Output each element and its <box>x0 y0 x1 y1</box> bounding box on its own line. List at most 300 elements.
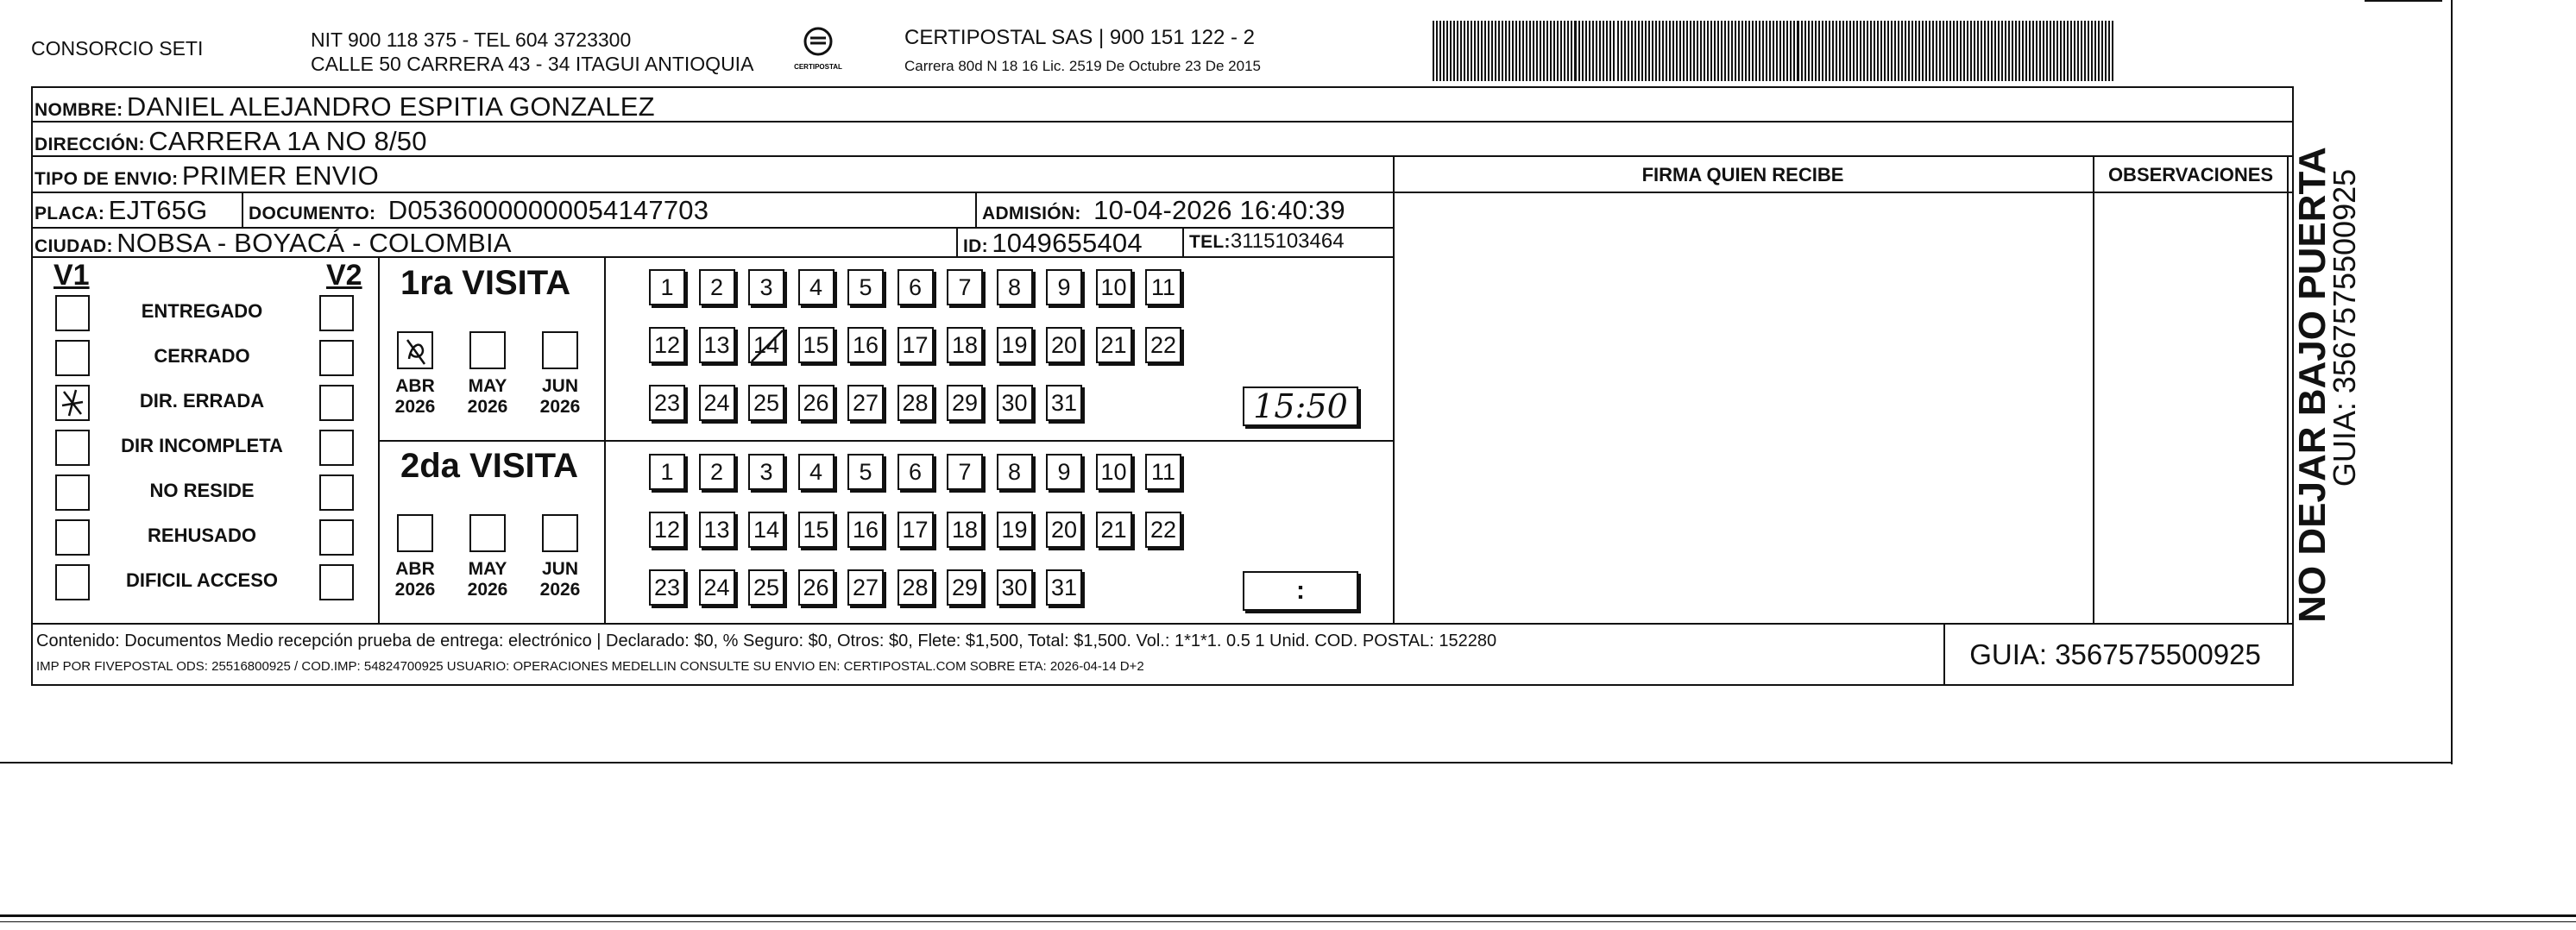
barcode-bar <box>1683 21 1685 81</box>
day-number: 10 <box>1100 458 1127 485</box>
barcode-bar <box>1536 21 1538 81</box>
day-checkbox[interactable] <box>1145 269 1181 305</box>
barcode-bar <box>1526 21 1527 81</box>
barcode-bar <box>2019 21 2020 81</box>
month-name: ABR <box>395 376 435 396</box>
guia-box: GUIA: 3567575500925 <box>1969 638 2261 670</box>
day-checkbox[interactable] <box>748 569 784 606</box>
page-edge-line <box>2451 0 2453 764</box>
barcode-bar <box>1960 21 1962 81</box>
month-year: 2026 <box>467 580 508 600</box>
month-name: MAY <box>468 559 507 579</box>
day-number: 28 <box>902 574 929 600</box>
day-number: 3 <box>759 273 773 300</box>
barcode-bar <box>1860 21 1861 81</box>
barcode-bar <box>1755 21 1757 81</box>
barcode-bar <box>1891 21 1893 81</box>
barcode-bar <box>1967 21 1968 81</box>
day-checkbox[interactable] <box>1046 385 1082 421</box>
barcode-bar <box>1908 21 1910 81</box>
barcode-bar <box>2001 21 2003 81</box>
day-number: 4 <box>809 273 823 300</box>
day-checkbox[interactable] <box>1096 512 1132 548</box>
barcode-bar <box>1585 21 1587 81</box>
day-checkbox[interactable] <box>847 327 884 363</box>
day-checkbox[interactable] <box>798 569 835 606</box>
barcode-bar <box>2067 21 2069 81</box>
barcode-bar <box>1512 21 1514 81</box>
day-checkbox[interactable] <box>997 569 1033 606</box>
day-checkbox[interactable] <box>748 512 784 548</box>
barcode-bar <box>2056 21 2058 81</box>
barcode-bar <box>1436 21 1438 81</box>
v2-checkbox[interactable] <box>319 474 354 511</box>
day-number: 19 <box>1001 516 1028 543</box>
v1-checkbox[interactable] <box>55 564 90 600</box>
day-checkbox[interactable] <box>798 327 835 363</box>
month-checkbox[interactable] <box>542 514 578 552</box>
day-checkbox[interactable] <box>699 385 735 421</box>
ciudad-cell <box>35 229 512 256</box>
day-checkbox[interactable] <box>947 385 983 421</box>
day-checkbox[interactable] <box>898 269 934 305</box>
day-checkbox[interactable] <box>1046 269 1082 305</box>
day-number: 8 <box>1007 458 1022 485</box>
observaciones-area[interactable] <box>2094 193 2287 623</box>
barcode-bar <box>1752 21 1754 81</box>
barcode-bar <box>1956 21 1958 81</box>
day-checkbox[interactable] <box>649 327 685 363</box>
month-label <box>534 376 586 418</box>
barcode-bar <box>1450 21 1452 81</box>
day-checkbox[interactable] <box>748 385 784 421</box>
day-number: 15 <box>803 516 829 543</box>
month-name: ABR <box>395 559 435 579</box>
barcode-bar <box>1592 21 1594 81</box>
barcode-bar <box>2008 21 2010 81</box>
status-label: NO RESIDE <box>149 480 255 501</box>
day-number: 9 <box>1057 273 1071 300</box>
barcode-bar <box>1648 21 1650 81</box>
barcode-bar <box>1773 21 1774 81</box>
day-number: 2 <box>709 458 724 485</box>
barcode-bar <box>1786 21 1788 81</box>
barcode-bar <box>1457 21 1458 81</box>
barcode-bar <box>1853 21 1855 81</box>
id-label: ID: <box>963 236 988 256</box>
day-checkbox[interactable] <box>649 385 685 421</box>
day-checkbox[interactable] <box>1145 512 1181 548</box>
v2-checkbox[interactable] <box>319 295 354 331</box>
tipo-envio-row <box>35 162 379 189</box>
barcode-bar <box>1564 21 1565 81</box>
day-checkbox[interactable] <box>798 269 835 305</box>
day-number: 18 <box>951 516 979 543</box>
day-checkbox[interactable] <box>847 569 884 606</box>
barcode-bar <box>1925 21 1927 81</box>
barcode-bar <box>1724 21 1726 81</box>
barcode-bar <box>1617 21 1619 81</box>
day-checkbox[interactable] <box>1046 569 1082 606</box>
v2-checkbox[interactable] <box>319 385 354 421</box>
day-checkbox[interactable] <box>898 569 934 606</box>
day-mark-icon <box>748 327 786 365</box>
barcode-bar <box>1522 21 1524 81</box>
day-number: 17 <box>902 331 929 358</box>
day-number: 13 <box>703 331 730 358</box>
day-checkbox[interactable] <box>898 385 934 421</box>
barcode-bar <box>1804 21 1806 81</box>
barcode-bar <box>1477 21 1479 81</box>
v1-checkbox[interactable] <box>55 474 90 511</box>
day-checkbox[interactable] <box>947 454 983 490</box>
ciudad-value: NOBSA - BOYACÁ - COLOMBIA <box>117 228 512 258</box>
barcode-bar <box>1741 21 1743 81</box>
status-label: DIFICIL ACCESO <box>125 569 278 591</box>
day-checkbox[interactable] <box>1145 327 1181 363</box>
barcode-bar <box>1690 21 1691 81</box>
day-checkbox[interactable] <box>1046 454 1082 490</box>
tipo-envio-label: TIPO DE ENVIO: <box>35 169 179 189</box>
barcode-bar <box>1634 21 1636 81</box>
observaciones-label: OBSERVACIONES <box>2107 164 2274 185</box>
barcode-bar <box>1540 21 1541 81</box>
day-checkbox[interactable] <box>699 327 735 363</box>
content-line: Contenido: Documentos Medio recepción prueba de entrega: electrónico | Declarado: $0, % Seguro: $0, Otros: $0, Flete: $1,500, Total: $1,500. Vol.: 1*1*1. 0.5 1 Unid. COD. POSTAL: 152280 <box>36 632 1497 650</box>
v2-checkbox[interactable] <box>319 340 354 376</box>
barcode-bar <box>1460 21 1462 81</box>
barcode-bar <box>2094 21 2096 81</box>
month-checkbox[interactable] <box>397 514 433 552</box>
barcode-bar <box>1808 21 1810 81</box>
barcode-bar <box>1464 21 1465 81</box>
barcode-bar <box>2015 21 2017 81</box>
barcode-bar <box>1557 21 1559 81</box>
barcode-bar <box>1880 21 1882 81</box>
status-label: DIR INCOMPLETA <box>121 435 283 456</box>
documento-value: D05360000000054147703 <box>387 195 709 225</box>
barcode-bar <box>1515 21 1517 81</box>
day-number: 22 <box>1149 331 1177 358</box>
barcode-bar <box>1894 21 1896 81</box>
barcode-bar <box>1467 21 1469 81</box>
barcode-bar <box>2070 21 2072 81</box>
day-number: 27 <box>852 574 879 600</box>
day-number: 15 <box>803 331 829 358</box>
status-label: REHUSADO <box>148 525 256 546</box>
barcode-bar <box>1550 21 1552 81</box>
day-number: 5 <box>859 273 872 300</box>
barcode-bar <box>1811 21 1813 81</box>
barcode-bar <box>1700 21 1702 81</box>
barcode-bar <box>1832 21 1834 81</box>
direccion-label: DIRECCIÓN: <box>35 135 145 154</box>
month-year: 2026 <box>394 397 436 417</box>
barcode-bar <box>1697 21 1698 81</box>
month-year: 2026 <box>467 397 508 417</box>
status-label: CERRADO <box>154 345 250 367</box>
day-checkbox[interactable] <box>798 385 835 421</box>
day-number: 3 <box>759 458 773 485</box>
v1-checkbox[interactable] <box>55 340 90 376</box>
barcode-bar <box>2081 21 2082 81</box>
barcode-bar <box>1502 21 1503 81</box>
barcode-bar <box>2091 21 2093 81</box>
placa-label: PLACA: <box>35 204 105 223</box>
day-checkbox[interactable] <box>898 327 934 363</box>
ciudad-label: CIUDAD: <box>35 236 113 256</box>
day-checkbox[interactable] <box>947 569 983 606</box>
barcode-bar <box>1779 21 1781 81</box>
barcode-bar <box>1991 21 1993 81</box>
barcode-bar <box>1659 21 1660 81</box>
day-checkbox[interactable] <box>847 269 884 305</box>
barcode-bar <box>1484 21 1486 81</box>
day-checkbox[interactable] <box>649 269 685 305</box>
barcode-bar <box>1863 21 1865 81</box>
tel-cell <box>1189 231 1345 252</box>
day-number: 11 <box>1150 273 1176 300</box>
barcode-bar <box>1922 21 1924 81</box>
day-checkbox[interactable] <box>898 454 934 490</box>
month-checkbox[interactable] <box>469 514 506 552</box>
month-checkbox[interactable] <box>542 331 578 369</box>
day-checkbox[interactable] <box>997 512 1033 548</box>
day-checkbox[interactable] <box>1145 454 1181 490</box>
v1-label: V1 <box>54 259 90 292</box>
barcode-bar <box>1963 21 1965 81</box>
day-number: 6 <box>908 458 923 485</box>
v1-checkbox[interactable] <box>55 385 90 421</box>
day-checkbox[interactable] <box>997 269 1033 305</box>
day-checkbox[interactable] <box>898 512 934 548</box>
v2-checkbox[interactable] <box>319 564 354 600</box>
barcode-bar <box>1984 21 1986 81</box>
barcode-bar <box>1929 21 1930 81</box>
day-checkbox[interactable] <box>1046 512 1082 548</box>
nombre-value: DANIEL ALEJANDRO ESPITIA GONZALEZ <box>126 91 655 122</box>
month-year: 2026 <box>539 580 581 600</box>
barcode-bar <box>1443 21 1445 81</box>
day-number: 20 <box>1050 516 1078 543</box>
company-nit: NIT 900 118 375 - TEL 604 3723300 <box>311 28 632 51</box>
id-value: 1049655404 <box>992 228 1143 258</box>
barcode-bar <box>1574 21 1577 81</box>
barcode-bar <box>2053 21 2055 81</box>
barcode-bar <box>2029 21 2031 81</box>
barcode-bar <box>1839 21 1841 81</box>
barcode-bar <box>1738 21 1740 81</box>
day-checkbox[interactable] <box>1096 327 1132 363</box>
barcode-bar <box>2039 21 2041 81</box>
v2-checkbox[interactable] <box>319 430 354 466</box>
page-bottom-line <box>0 914 2576 917</box>
day-number: 1 <box>660 273 674 300</box>
day-number: 7 <box>958 458 972 485</box>
page-edge-line <box>2365 0 2442 2</box>
barcode-bar <box>1766 21 1767 81</box>
day-checkbox[interactable] <box>798 512 835 548</box>
day-checkbox[interactable] <box>699 569 735 606</box>
barcode-bar <box>1498 21 1500 81</box>
v2-checkbox[interactable] <box>319 519 354 556</box>
barcode-bar <box>1918 21 1920 81</box>
day-checkbox[interactable] <box>947 512 983 548</box>
month-label <box>462 559 513 600</box>
barcode-bar <box>1849 21 1851 81</box>
barcode-bar <box>2077 21 2079 81</box>
month-name: MAY <box>468 376 507 396</box>
barcode-bar <box>1613 21 1615 81</box>
month-name: JUN <box>541 559 578 579</box>
barcode-bar <box>1846 21 1848 81</box>
barcode-bar <box>1508 21 1510 81</box>
day-checkbox[interactable] <box>1096 454 1132 490</box>
direccion-row <box>35 128 427 154</box>
placa-value: EJT65G <box>108 195 208 225</box>
month-label <box>389 559 441 600</box>
barcode-bar <box>1606 21 1608 81</box>
day-checkbox[interactable] <box>847 512 884 548</box>
barcode-bar <box>1745 21 1747 81</box>
day-checkbox[interactable] <box>997 454 1033 490</box>
documento-label: DOCUMENTO: <box>249 204 376 223</box>
barcode-bar <box>2060 21 2062 81</box>
status-label: DIR. ERRADA <box>139 390 265 412</box>
logo-caption: CERTIPOSTAL <box>794 63 842 71</box>
second-visit-title: 2da VISITA <box>400 447 578 485</box>
month-year: 2026 <box>394 580 436 600</box>
v2-label: V2 <box>326 259 362 292</box>
day-checkbox[interactable] <box>699 454 735 490</box>
side-guia: GUIA: 3567575500925 <box>2327 168 2362 487</box>
day-number: 29 <box>951 389 979 416</box>
day-checkbox[interactable] <box>748 454 784 490</box>
barcode-bar <box>1994 21 1996 81</box>
barcode-bar <box>1519 21 1521 81</box>
day-checkbox[interactable] <box>847 385 884 421</box>
month-mark-icon <box>399 333 433 369</box>
admision-value: 10-04-2026 16:40:39 <box>1093 195 1345 225</box>
firma-label: FIRMA QUIEN RECIBE <box>1641 164 1844 185</box>
day-checkbox[interactable] <box>997 385 1033 421</box>
barcode-bar <box>1825 21 1827 81</box>
day-checkbox[interactable] <box>699 512 735 548</box>
barcode-bar <box>1987 21 1989 81</box>
barcode-bar <box>1433 21 1434 81</box>
day-checkbox[interactable] <box>1096 269 1132 305</box>
day-checkbox[interactable] <box>748 269 784 305</box>
barcode-bar <box>1481 21 1483 81</box>
day-checkbox[interactable] <box>649 512 685 548</box>
day-checkbox[interactable] <box>947 269 983 305</box>
day-number: 4 <box>809 458 823 485</box>
barcode-bar <box>1905 21 1906 81</box>
month-checkbox[interactable] <box>397 331 433 369</box>
barcode-bar <box>1949 21 1951 81</box>
month-checkbox[interactable] <box>469 331 506 369</box>
barcode-bar <box>1589 21 1590 81</box>
barcode-bar <box>1936 21 1937 81</box>
day-checkbox[interactable] <box>847 454 884 490</box>
day-checkbox[interactable] <box>649 569 685 606</box>
barcode-bar <box>2022 21 2024 81</box>
page-bottom-line <box>0 921 2576 922</box>
day-checkbox[interactable] <box>699 269 735 305</box>
barcode-bar <box>1721 21 1723 81</box>
barcode-bar <box>1686 21 1688 81</box>
day-number: 8 <box>1007 273 1022 300</box>
barcode-bar <box>1453 21 1455 81</box>
day-number: 25 <box>753 574 780 600</box>
barcode-bar <box>1474 21 1476 81</box>
day-number: 5 <box>859 458 872 485</box>
day-checkbox[interactable] <box>798 454 835 490</box>
barcode-bar <box>1939 21 1941 81</box>
barcode-bar <box>1624 21 1626 81</box>
direccion-value: CARRERA 1A NO 8/50 <box>148 126 427 156</box>
day-number: 23 <box>653 389 681 416</box>
barcode-bar <box>1621 21 1622 81</box>
second-visit-time-field[interactable] <box>1243 571 1358 611</box>
barcode-bar <box>1710 21 1712 81</box>
day-number: 26 <box>803 389 829 416</box>
barcode-bar <box>1769 21 1771 81</box>
day-number: 9 <box>1057 458 1071 485</box>
barcode-bar <box>1797 21 1799 81</box>
barcode-bar <box>1877 21 1879 81</box>
barcode-bar <box>1898 21 1899 81</box>
status-label: ENTREGADO <box>141 300 263 322</box>
barcode-bar <box>1759 21 1760 81</box>
day-checkbox[interactable] <box>649 454 685 490</box>
day-checkbox[interactable] <box>947 327 983 363</box>
barcode-bar <box>1655 21 1657 81</box>
day-number: 24 <box>703 574 730 600</box>
documento-cell <box>249 197 709 223</box>
day-checkbox[interactable] <box>1046 327 1082 363</box>
barcode-bar <box>1953 21 1955 81</box>
certipostal-logo-icon <box>792 24 844 76</box>
day-number: 29 <box>951 574 979 600</box>
v1-checkbox[interactable] <box>55 430 90 466</box>
tel-value: 3115103464 <box>1230 229 1345 253</box>
day-checkbox[interactable] <box>997 327 1033 363</box>
id-cell <box>963 229 1143 256</box>
barcode-bar <box>1932 21 1934 81</box>
barcode-bar <box>2074 21 2075 81</box>
admision-label: ADMISIÓN: <box>982 204 1081 223</box>
second-visit-time: : <box>1296 576 1305 605</box>
barcode-bar <box>1884 21 1886 81</box>
barcode-bar <box>2025 21 2027 81</box>
day-number: 31 <box>1050 389 1078 416</box>
day-number: 25 <box>753 389 780 416</box>
first-visit-time-field[interactable] <box>1243 386 1358 426</box>
day-checkbox[interactable] <box>748 327 784 363</box>
month-label <box>534 559 586 600</box>
v1-checkbox[interactable] <box>55 519 90 556</box>
v1-checkbox[interactable] <box>55 295 90 331</box>
carrier-line: CERTIPOSTAL SAS | 900 151 122 - 2 <box>904 26 1255 49</box>
admision-cell <box>982 197 1345 223</box>
barcode-bar <box>2098 21 2100 81</box>
signature-area[interactable] <box>1395 193 2093 623</box>
barcode-bar <box>1731 21 1733 81</box>
barcode-bar <box>1870 21 1872 81</box>
day-number: 20 <box>1050 331 1078 358</box>
day-number: 28 <box>902 389 929 416</box>
